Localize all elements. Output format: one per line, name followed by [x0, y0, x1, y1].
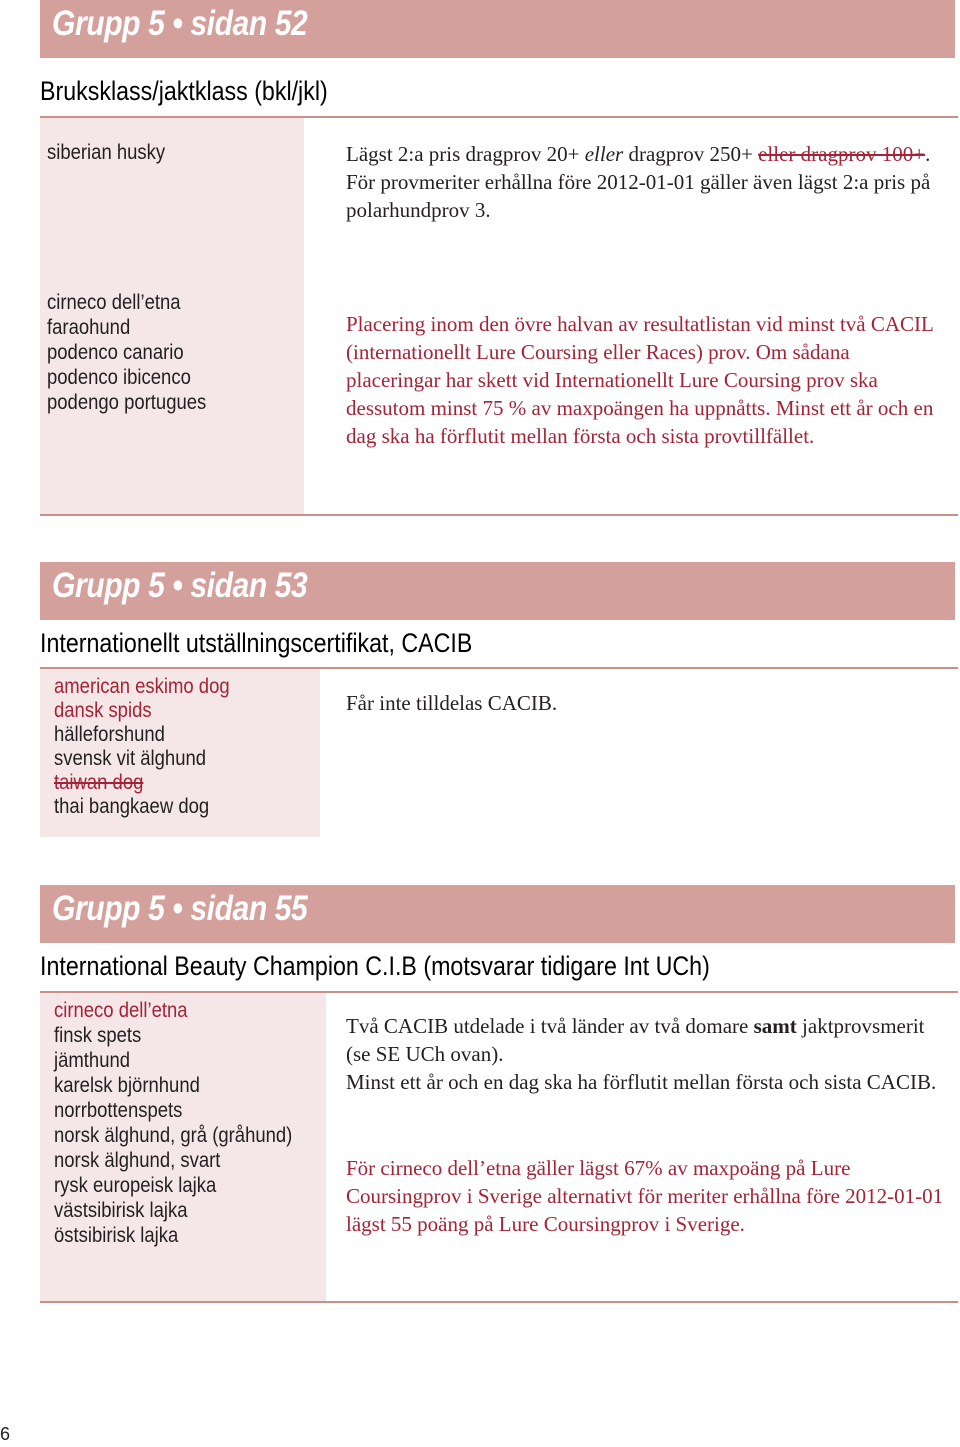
breed-item: faraohund — [47, 316, 131, 339]
breed-item-struck: taiwan dog — [54, 771, 144, 794]
text-bold-samt: samt — [753, 1014, 797, 1038]
breed-item: american eskimo dog — [54, 675, 230, 698]
breed-item: siberian husky — [47, 141, 166, 164]
requirement-paragraph: Får inte tilldelas CACIB. — [346, 691, 558, 715]
breed-item: norrbottenspets — [54, 1099, 183, 1122]
breed-item: jämthund — [54, 1049, 131, 1072]
requirement-paragraph-3: För cirneco dell’etna gäller lägst 67% av maxpoäng på Lure Coursingprov i Sverige alternativt för meriter erhållna före 2012-01-01 lägst 55 poäng på Lure Coursingprov i Sverige. — [346, 1156, 944, 1236]
breed-item: hälleforshund — [54, 723, 165, 746]
rule-bottom-55 — [40, 1301, 958, 1303]
breed-item: podengo portugues — [47, 391, 207, 414]
requirement-text-cib — [346, 1012, 946, 1096]
struck-text: eller dragprov 100+ — [758, 142, 926, 166]
requirement-text-sighthounds — [346, 310, 946, 450]
text-part: dragprov 250+ — [623, 142, 759, 166]
requirement-line-1 — [346, 140, 946, 168]
breed-item: thai bangkaew dog — [54, 795, 210, 818]
section-band-53 — [40, 562, 955, 620]
breed-item: norsk älghund, svart — [54, 1149, 221, 1172]
breed-list-sighthounds — [47, 290, 206, 415]
text-part: Två CACIB utdelade i två länder av två domare — [346, 1014, 754, 1038]
breed-item: cirneco dell’etna — [47, 291, 181, 314]
requirement-paragraph: Placering inom den övre halvan av resultatlistan vid minst två CACIL (internationellt Lure Coursing eller Races) prov. Om sådana placeringar har skett vid Internationellt Lure Coursing prov ska dessutom minst 75 % av maxpoängen ha uppnåtts. Minst ett år och en dag ska ha förflutit mellan första och sista provtillfället. — [346, 312, 934, 448]
heading-cacib: Internationellt utställningscertifikat, CACIB — [40, 628, 473, 658]
breed-item: finsk spets — [54, 1024, 142, 1047]
section-band-55 — [40, 885, 955, 943]
breed-item: norsk älghund, grå (gråhund) — [54, 1124, 293, 1147]
breed-item: podenco ibicenco — [47, 366, 191, 389]
band-title-55: Grupp 5 • sidan 55 — [52, 889, 308, 928]
requirement-line-2: För provmeriter erhållna före 2012-01-01 gäller även lägst 2:a pris på polarhundprov 3. — [346, 170, 931, 222]
requirement-paragraph-1 — [346, 1012, 946, 1068]
rule-bottom-52 — [40, 514, 958, 516]
heading-bruksklass: Bruksklass/jaktklass (bkl/jkl) — [40, 76, 328, 106]
requirement-text-cacib — [346, 689, 946, 717]
band-title-52: Grupp 5 • sidan 52 — [52, 4, 308, 43]
breed-item: cirneco dell’etna — [54, 999, 188, 1022]
breed-item: podenco canario — [47, 341, 184, 364]
breed-item: östsibirisk lajka — [54, 1224, 179, 1247]
requirement-text-cirneco — [346, 1154, 946, 1238]
breed-list-cacib — [54, 675, 230, 819]
text-part: . — [925, 142, 931, 166]
band-title-53: Grupp 5 • sidan 53 — [52, 566, 308, 605]
heading-cib: International Beauty Champion C.I.B (motsvarar tidigare Int UCh) — [40, 951, 710, 981]
text-part: jaktprovsmerit (se SE UCh ovan). — [346, 1014, 925, 1066]
text-italic-eller: eller — [584, 142, 624, 166]
page-number: 6 — [0, 1424, 11, 1444]
breed-item: dansk spids — [54, 699, 152, 722]
text-part: Lägst 2:a pris dragprov 20+ — [346, 142, 585, 166]
breed-item: karelsk björnhund — [54, 1074, 200, 1097]
breed-item: västsibirisk lajka — [54, 1199, 188, 1222]
breed-item: rysk europeisk lajka — [54, 1174, 217, 1197]
requirement-paragraph-2: Minst ett år och en dag ska ha förflutit mellan första och sista CACIB. — [346, 1070, 937, 1094]
breed-item: svensk vit älghund — [54, 747, 207, 770]
breed-list-cib — [54, 998, 292, 1248]
breed-list-siberian — [47, 140, 165, 165]
section-band-52 — [40, 0, 955, 58]
requirement-text-siberian — [346, 140, 946, 224]
